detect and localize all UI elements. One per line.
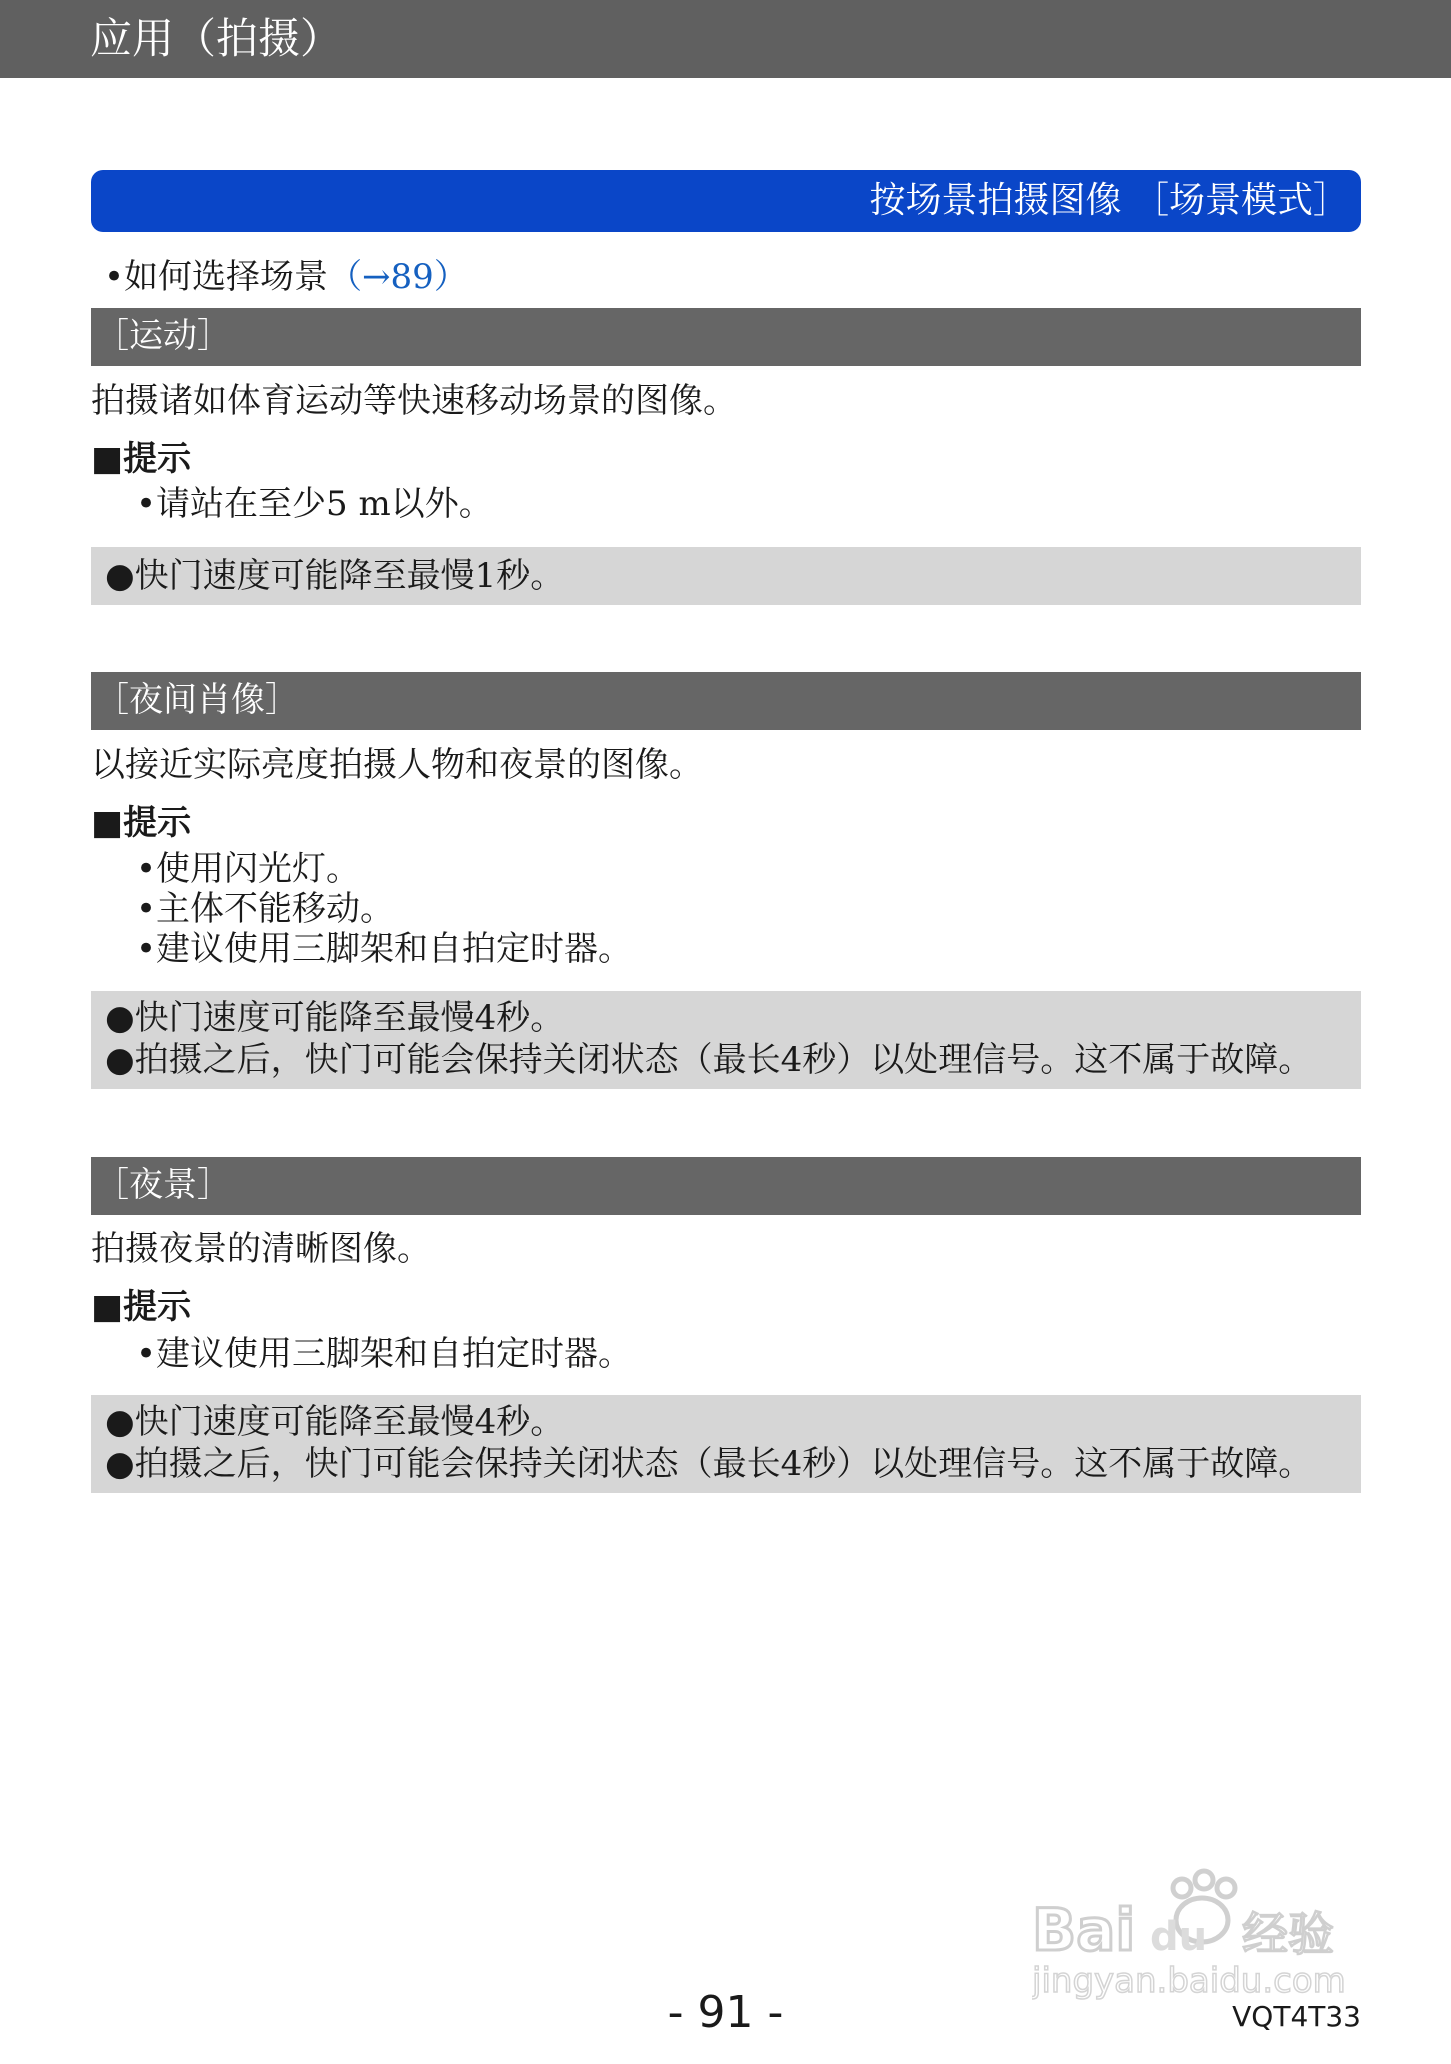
note-item: ●拍摄之后，快门可能会保持关闭状态（最长4秒）以处理信号。这不属于故障。: [105, 1040, 1313, 1080]
hint-item: •建议使用三脚架和自拍定时器。: [136, 929, 633, 969]
note-box: [91, 547, 1361, 605]
section-description: 以接近实际亮度拍摄人物和夜景的图像。: [91, 745, 703, 785]
section-title: ［运动］: [95, 316, 231, 356]
section-header-night-scenery: [91, 1157, 1361, 1215]
note-item: ●快门速度可能降至最慢1秒。: [105, 556, 565, 596]
hint-label: ■提示: [91, 1287, 192, 1327]
top-header-bar: [0, 0, 1451, 78]
intro-text: 如何选择场景: [124, 257, 329, 297]
section-description: 拍摄夜景的清晰图像。: [91, 1229, 431, 1269]
note-box: [91, 1395, 1361, 1493]
section-header-sports: [91, 308, 1361, 366]
svg-text:经验: 经验: [1242, 1907, 1334, 1961]
section-title: ［夜间肖像］: [95, 680, 299, 720]
hint-label: ■提示: [91, 439, 192, 479]
hint-item: •请站在至少5 m以外。: [136, 484, 493, 524]
baidu-watermark-logo: [1032, 1850, 1362, 2010]
note-item: ●拍摄之后，快门可能会保持关闭状态（最长4秒）以处理信号。这不属于故障。: [105, 1444, 1313, 1484]
document-code: VQT4T33: [1232, 2000, 1361, 2033]
intro-line: [104, 256, 468, 298]
page-title: 按场景拍摄图像 ［场景模式］: [869, 180, 1349, 221]
note-item: ●快门速度可能降至最慢4秒。: [105, 998, 565, 1038]
section-title: ［夜景］: [95, 1165, 231, 1205]
hint-item: •使用闪光灯。: [136, 849, 361, 889]
page-number: - 91 -: [667, 1987, 784, 2038]
section-description: 拍摄诸如体育运动等快速移动场景的图像。: [91, 381, 737, 421]
hint-item: •建议使用三脚架和自拍定时器。: [136, 1334, 633, 1374]
note-box: [91, 991, 1361, 1089]
note-item: ●快门速度可能降至最慢4秒。: [105, 1402, 565, 1442]
svg-text:Bai: Bai: [1032, 1896, 1136, 1964]
chapter-title: 应用（拍摄）: [90, 14, 343, 63]
page-title-banner: [91, 170, 1361, 232]
svg-text:du: du: [1150, 1914, 1208, 1960]
hint-item: •主体不能移动。: [136, 889, 395, 929]
section-header-night-portrait: [91, 672, 1361, 730]
page-reference-link[interactable]: （→89）: [328, 257, 468, 297]
svg-text:jingyan.baidu.com: jingyan.baidu.com: [1032, 1961, 1346, 2001]
intro-bullet: •: [104, 257, 125, 297]
hint-label: ■提示: [91, 803, 192, 843]
